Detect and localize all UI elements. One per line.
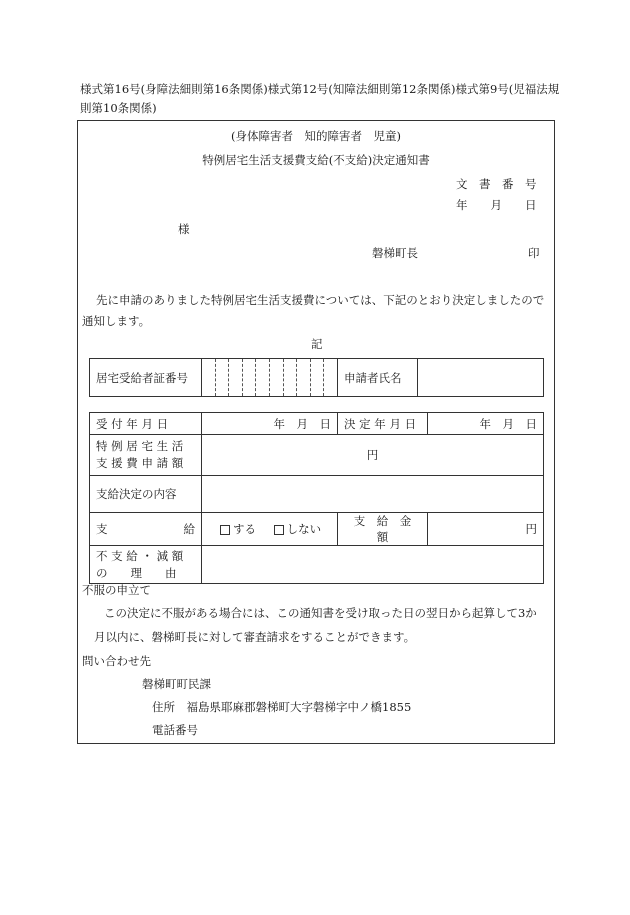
category-line: (身体障害者 知的障害者 児童) [231,129,401,143]
body-text-line-2: 通知します。 [82,314,151,328]
applicant-name-field[interactable] [418,359,544,397]
issuer-name: 磐梯町長 [372,246,418,260]
reduction-reason-label-line1: 不 支 給 ・ 減 額 [96,548,184,563]
contact-phone-label: 電話番号 [152,723,198,737]
date-label: 年 月 日 [456,198,537,212]
reduction-reason-label-line2: の 理 由 [96,565,177,580]
yen-unit: 円 [525,522,537,536]
payment-label-left: 支 [96,522,108,536]
receipt-date-value[interactable]: 年 月 日 [202,413,338,435]
decision-table [89,412,544,584]
application-amount-label-line1: 特 例 居 宅 生 活 [96,439,184,453]
document-title: 特例居宅生活支援費支給(不支給)決定通知書 [202,153,430,167]
payment-amount-label: 支 給 金 額 [338,513,428,546]
option-no-label: しない [286,522,322,536]
recipient-id-cells[interactable] [202,359,338,397]
decision-date-value[interactable]: 年 月 日 [428,413,544,435]
contact-heading: 問い合わせ先 [82,654,151,668]
document-number-label: 文 書 番 号 [456,177,537,191]
decision-content-label: 支給決定の内容 [90,476,202,513]
addressee-suffix: 様 [178,222,190,236]
application-amount-value[interactable] [202,435,544,476]
payment-label-right: 給 [183,522,195,536]
option-yes-checkbox[interactable] [220,522,256,536]
checkbox-icon [220,525,230,535]
receipt-date-label: 受 付 年 月 日 [90,413,202,435]
contact-department: 磐梯町町民課 [142,677,211,691]
application-amount-label [90,435,202,476]
reduction-reason-value[interactable] [202,546,544,584]
checkbox-icon [274,525,284,535]
seal-mark: 印 [528,246,540,260]
payment-amount-value[interactable] [428,513,544,546]
decision-content-value[interactable] [202,476,544,513]
contact-address: 住所 福島県耶麻郡磐梯町大字磐梯字中ノ橋1855 [152,700,412,714]
appeal-text-line-1: この決定に不服がある場合には、この通知書を受け取った日の翌日から起算して3か [104,606,537,620]
applicant-name-label: 申請者氏名 [338,359,418,397]
appeal-heading: 不服の申立て [82,583,151,597]
yen-unit: 円 [366,448,379,462]
form-number-header: 様式第16号(身障法細則第16条関係)様式第12号(知障法細則第12条関係)様式第9号(児福法規則第10条関係) [80,82,560,115]
ki-mark: 記 [311,337,323,351]
reduction-reason-label [90,546,202,584]
payment-options [202,513,338,546]
recipient-id-label: 居宅受給者証番号 [90,359,202,397]
payment-label [90,513,202,546]
option-no-checkbox[interactable] [274,522,322,536]
option-yes-label: する [233,522,256,536]
decision-date-label: 決 定 年 月 日 [338,413,428,435]
body-text-line-1: 先に申請のありました特例居宅生活支援費については、下記のとおり決定しましたので [96,293,545,307]
application-amount-label-line2: 支 援 費 申 請 額 [96,456,184,470]
appeal-text-line-2: 月以内に、磐梯町長に対して審査請求をすることができます。 [94,630,416,644]
recipient-table [89,358,544,397]
